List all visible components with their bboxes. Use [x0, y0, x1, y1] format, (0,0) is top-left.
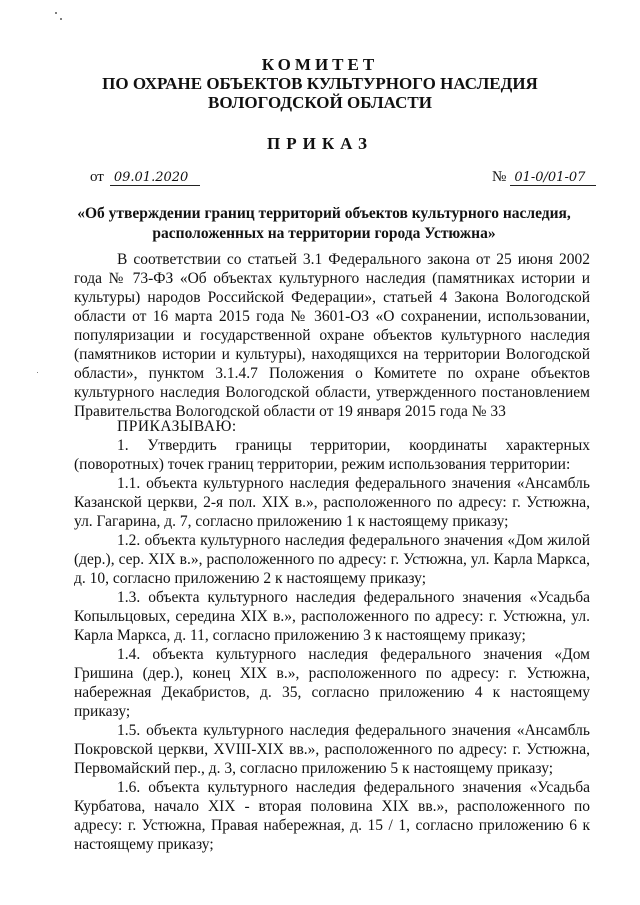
- document-type-title: ПРИКАЗ: [267, 134, 373, 153]
- order-number: [492, 169, 596, 186]
- scan-speck: [60, 18, 62, 20]
- order-item: 1.5. объекта культурного наследия федерального значения «Ансамбль Покровской церкви, XVIII-XIX вв.», расположенного по адресу: г. Устюжна, Первомайский пер., д. 3, согласно приложению 5 к настоящему приказу;: [74, 722, 590, 777]
- preamble: [74, 250, 590, 421]
- order-date: [90, 169, 200, 186]
- scan-speck: [55, 12, 57, 14]
- order-item: 1. Утвердить границы территории, координаты характерных (поворотных) точек границ территории, режим использования территории:: [74, 437, 590, 473]
- scan-speck: [37, 372, 38, 373]
- number-handwritten: 01-0/01-07: [510, 170, 596, 186]
- order-items: [74, 436, 590, 854]
- date-handwritten: 09.01.2020: [110, 170, 200, 186]
- order-item: 1.2. объекта культурного наследия федерального значения «Дом жилой (дер.), сер. XIX в.», расположенного по адресу: г. Устюжна, ул. Карла Маркса, д. 10, согласно приложению 2 к настоящему приказу;: [74, 532, 590, 587]
- header-committee-scope: ПО ОХРАНЕ ОБЪЕКТОВ КУЛЬТУРНОГО НАСЛЕДИЯ: [102, 74, 538, 93]
- order-item: 1.4. объекта культурного наследия федерального значения «Дом Гришина (дер.), конец XIX в.», расположенного по адресу: г. Устюжна, набережная Декабристов, д. 35, согласно приложению 4 к настоящему приказу;: [74, 646, 590, 720]
- order-subject: «Об утверждении границ территорий объектов культурного наследия, расположенных на территории города Устюжна»: [77, 205, 571, 242]
- order-item: 1.6. объекта культурного наследия федерального значения «Усадьба Курбатова, начало XIX - вторая половина XIX вв.», расположенного по адресу: г. Устюжна, Правая набережная, д. 15 / 1, согласно приложению 6 к настоящему приказу;: [74, 779, 590, 853]
- header-committee: КОМИТЕТ: [261, 55, 379, 74]
- number-prefix: №: [492, 169, 507, 185]
- order-item: 1.3. объекта культурного наследия федерального значения «Усадьба Копыльцовых, середина XIX в.», расположенного по адресу: г. Устюжна, ул. Карла Маркса, д. 11, согласно приложению 3 к настоящему приказу;: [74, 589, 590, 644]
- order-item: 1.1. объекта культурного наследия федерального значения «Ансамбль Казанской церкви, 2-я пол. XIX в.», расположенного по адресу: г. Устюжна, ул. Гагарина, д. 7, согласно приложению 1 к настоящему приказу;: [74, 475, 590, 530]
- header-region: ВОЛОГОДСКОЙ ОБЛАСТИ: [208, 93, 432, 112]
- date-prefix: от: [90, 169, 104, 185]
- preamble-text: В соответствии со статьей 3.1 Федерального закона от 25 июня 2002 года № 73-ФЗ «Об объектах культурного наследия (памятниках истории и культуры) народов Российской Федерации», статьей 4 Закона Вологодской области от 16 марта 2015 года № 3601-ОЗ «О сохранении, использовании, популяризации и государственной охране объектов культурного наследия (памятников истории и культуры), находящихся на территории Вологодской области», пунктом 3.1.4.7 Положения о Комитете по охране объектов культурного наследия Вологодской области, утвержденного постановлением Правительства Вологодской области от 19 января 2015 года № 33: [74, 251, 590, 420]
- order-directive: ПРИКАЗЫВАЮ:: [117, 418, 237, 435]
